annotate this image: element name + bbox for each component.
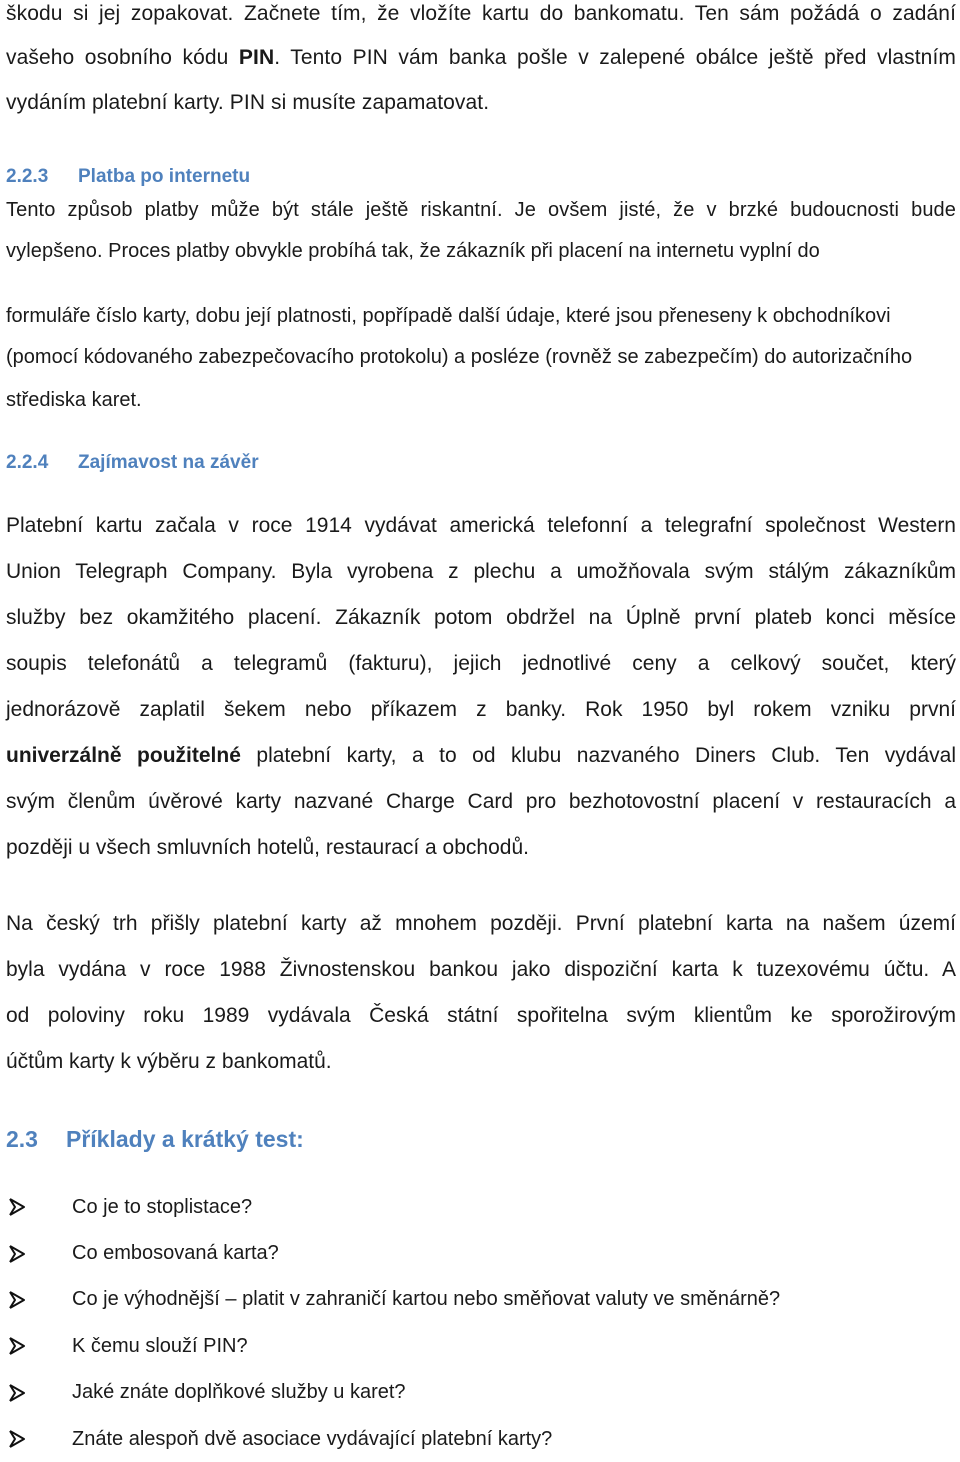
paragraph-text: jednorázově zaplatil šekem nebo příkazem z banky. Rok 1950 byl rokem vzniku první bbox=[6, 698, 956, 721]
paragraph-text: soupis telefonátů a telegramů (fakturu), jejich jednotlivé ceny a celkový součet, který bbox=[6, 652, 956, 675]
section-224-p2-line-1 bbox=[6, 912, 956, 936]
arrow-bullet-icon bbox=[6, 1243, 36, 1265]
section-heading-2-2-3 bbox=[6, 166, 250, 188]
intro-line-3 bbox=[6, 91, 489, 115]
section-224-p1-line-8 bbox=[6, 836, 529, 860]
intro-text-2b: . Tento PIN vám banka pošle v zalepené obálce ještě před vlastním bbox=[274, 46, 956, 69]
list-item bbox=[6, 1323, 780, 1369]
section-223-text-4: (pomocí kódovaného zabezpečovacího protokolu) a posléze (rovněž se zabezpečím) do autorizačního bbox=[6, 346, 913, 368]
paragraph-text: služby bez okamžitého placení. Zákazník potom obdržel na Úplně první plateb konci měsíce bbox=[6, 606, 956, 629]
paragraph-text: platební karty, a to od klubu nazvaného Diners Club. Ten vydával bbox=[240, 744, 956, 767]
list-item bbox=[6, 1184, 780, 1230]
section-223-text-2b: Proces platby obvykle probíhá tak, že zákazník při placení na internetu vyplní do bbox=[102, 240, 820, 262]
section-224-p2-line-2 bbox=[6, 958, 956, 982]
section-224-p2-line-4 bbox=[6, 1050, 332, 1074]
section-224-p1-line-5 bbox=[6, 698, 956, 722]
intro-pin-bold: PIN bbox=[238, 46, 275, 69]
paragraph-text: od poloviny roku 1989 vydávala Česká státní spořitelna svým klientům ke sporožirovým bbox=[6, 1004, 956, 1027]
section-number: 2.2.4 bbox=[6, 452, 49, 473]
section-223-line-1 bbox=[6, 199, 956, 222]
question-text: K čemu slouží PIN? bbox=[72, 1334, 248, 1357]
section-heading-2-3 bbox=[6, 1126, 304, 1153]
list-item bbox=[6, 1277, 780, 1323]
section-224-p1-line-7 bbox=[6, 790, 956, 814]
intro-text-3: vydáním platební karty. PIN si musíte zapamatovat. bbox=[6, 91, 490, 114]
section-223-text-3: formuláře číslo karty, dobu její platnosti, popřípadě další údaje, které jsou přeneseny k obchodníkovi bbox=[6, 305, 891, 327]
paragraph-text: Union Telegraph Company. Byla vyrobena z plechu a umožňovala svým stálým zákazníkům bbox=[6, 560, 956, 583]
intro-line-1 bbox=[6, 2, 956, 26]
section-223-line-2 bbox=[6, 240, 820, 263]
arrow-bullet-icon bbox=[6, 1428, 36, 1450]
section-title: Příklady a krátký test: bbox=[66, 1126, 304, 1152]
list-item bbox=[6, 1230, 780, 1276]
section-224-p1-line-3 bbox=[6, 606, 956, 630]
question-text: Co je to stoplistace? bbox=[72, 1195, 253, 1218]
section-224-p1-line-1 bbox=[6, 514, 956, 538]
question-text: Co embosovaná karta? bbox=[72, 1242, 279, 1265]
paragraph-text: účtům karty k výběru z bankomatů. bbox=[6, 1050, 332, 1073]
paragraph-text: později u všech smluvních hotelů, restaurací a obchodů. bbox=[6, 836, 529, 859]
intro-text-2a: vašeho osobního kódu bbox=[6, 46, 239, 69]
section-heading-2-2-4 bbox=[6, 452, 259, 474]
section-223-line-4 bbox=[6, 346, 912, 369]
paragraph-text: svým členům úvěrové karty nazvané Charge Card pro bezhotovostní placení v restauracích a bbox=[6, 790, 956, 813]
section-224-p2-line-3 bbox=[6, 1004, 956, 1028]
section-number: 2.2.3 bbox=[6, 166, 49, 187]
section-223-text-5: střediska karet. bbox=[6, 389, 142, 411]
section-223-text-2a: vylepšeno. bbox=[6, 240, 103, 262]
bold-text: univerzálně použitelné bbox=[6, 744, 241, 767]
section-title: Platba po internetu bbox=[78, 166, 251, 187]
section-number: 2.3 bbox=[6, 1126, 38, 1152]
list-item bbox=[6, 1370, 780, 1416]
question-text: Znáte alespoň dvě asociace vydávající platební karty? bbox=[72, 1427, 553, 1450]
arrow-bullet-icon bbox=[6, 1196, 36, 1218]
question-text: Co je výhodnější – platit v zahraničí kartou nebo směňovat valuty ve směnárně? bbox=[72, 1288, 781, 1311]
question-text: Jaké znáte doplňkové služby u karet? bbox=[72, 1381, 406, 1404]
paragraph-text: Platební kartu začala v roce 1914 vydávat americká telefonní a telegrafní společnost Western bbox=[6, 514, 956, 537]
paragraph-text: Na český trh přišly platební karty až mnohem později. První platební karta na našem území bbox=[6, 912, 956, 935]
question-list bbox=[6, 1184, 780, 1462]
section-223-text-1: Tento způsob platby může být stále ještě riskantní. Je ovšem jisté, že v brzké budoucnosti bude bbox=[6, 199, 956, 221]
arrow-bullet-icon bbox=[6, 1382, 36, 1404]
intro-line-2 bbox=[6, 46, 956, 70]
arrow-bullet-icon bbox=[6, 1335, 36, 1357]
paragraph-text: byla vydána v roce 1988 Živnostenskou bankou jako dispoziční karta k tuzexovému účtu. A bbox=[6, 958, 956, 981]
section-224-p1-line-6 bbox=[6, 744, 956, 768]
list-item bbox=[6, 1416, 780, 1462]
section-224-p1-line-2 bbox=[6, 560, 956, 584]
section-223-line-3 bbox=[6, 305, 891, 328]
arrow-bullet-icon bbox=[6, 1289, 36, 1311]
intro-text-1: škodu si jej zopakovat. Začnete tím, že vložíte kartu do bankomatu. Ten sám požádá o zadání bbox=[6, 2, 956, 25]
section-224-p1-line-4 bbox=[6, 652, 956, 676]
section-223-line-5 bbox=[6, 389, 142, 412]
section-title: Zajímavost na závěr bbox=[78, 452, 259, 473]
